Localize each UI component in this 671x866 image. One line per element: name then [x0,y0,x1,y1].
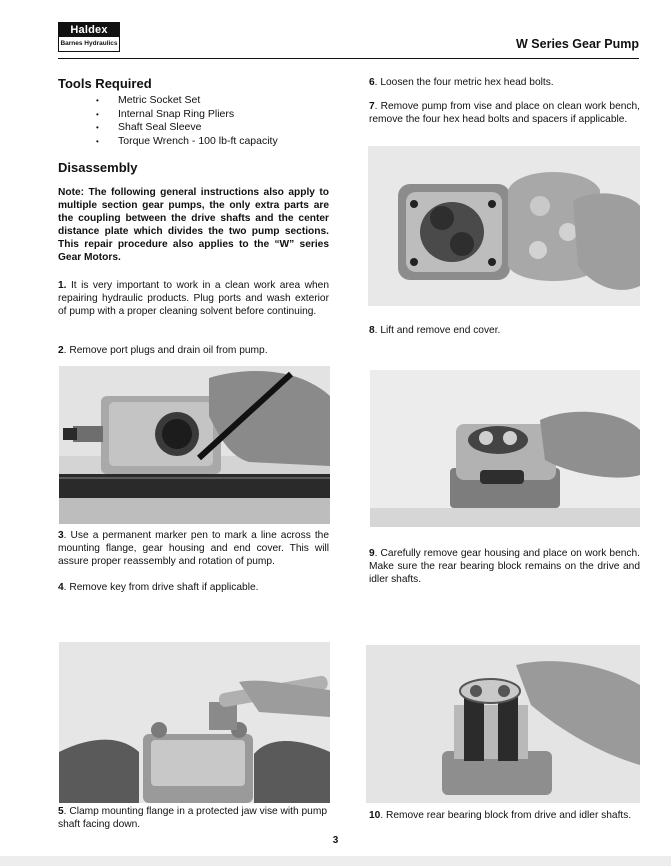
step-text: . Remove key from drive shaft if applicable. [63,582,259,593]
disassembly-heading: Disassembly [58,160,138,175]
step-text: It is very important to work in a clean work area when repairing hydraulic products. Plug ports and wash exterior of pump with a proper cleaning solvent before continuing. [58,280,329,317]
photo-end-cover-removed [368,146,640,306]
document-title: W Series Gear Pump [516,37,639,51]
step-text: . Remove rear bearing block from drive and idler shafts. [380,810,632,821]
step-3 [58,530,329,569]
step-10 [369,810,644,823]
tool-item: • Shaft Seal Sleeve [96,121,278,135]
step-text: . Remove port plugs and drain oil from pump. [63,345,268,356]
tool-item: • Torque Wrench - 100 lb-ft capacity [96,135,278,149]
step-8 [369,325,640,338]
step-number: 8 [369,325,375,336]
step-7 [369,101,640,127]
step-4 [58,582,329,595]
step-text: . Lift and remove end cover. [374,325,501,336]
tool-item: • Internal Snap Ring Pliers [96,108,278,122]
step-5 [58,806,333,832]
step-9 [369,548,640,587]
page-footer-band [0,856,671,866]
step-2 [58,345,329,358]
photo-marking-pump [59,366,330,524]
photo-bearing-block [366,645,640,803]
step-number: 7 [369,101,375,112]
photo-wrench-vise [59,642,330,803]
step-6 [369,77,640,90]
logo-subtitle: Barnes Hydraulics [60,40,118,47]
tools-list [96,94,278,148]
photo-lift-end-cover [370,370,640,527]
step-text: . Use a permanent marker pen to mark a line across the mounting flange, gear housing and end cover. This will assure proper reassembly and rotation of pump. [58,530,329,567]
step-number: 6 [369,77,375,88]
step-number: 4 [58,582,64,593]
step-text: . Remove pump from vise and place on clean work bench, remove the four hex head bolts and spacers if applicable. [369,101,640,125]
logo-brand: Haldex [59,23,119,37]
company-logo [58,22,120,52]
step-number: 9 [369,548,375,559]
step-1 [58,280,329,319]
tool-item: • Metric Socket Set [96,94,278,108]
disassembly-note: Note: The following general instructions also apply to multiple section gear pumps, the only extra parts are the coupling between the drive shafts and the center distance plate which divides the two pump sections. This repair procedure also applies to the “W” series Gear Motors. [58,187,329,263]
step-number: 3 [58,530,64,541]
step-text: . Clamp mounting flange in a protected jaw vise with pump shaft facing down. [58,806,327,830]
step-number: 5 [58,806,64,817]
step-number: 1. [58,280,67,291]
step-text: . Loosen the four metric hex head bolts. [374,77,554,88]
page-number: 3 [332,835,339,846]
tools-heading: Tools Required [58,76,152,91]
step-number: 10 [369,810,381,821]
step-text: . Carefully remove gear housing and place on work bench. Make sure the rear bearing block remains on the drive and idler shafts. [369,548,640,585]
step-number: 2 [58,345,64,356]
header-divider [58,58,639,59]
